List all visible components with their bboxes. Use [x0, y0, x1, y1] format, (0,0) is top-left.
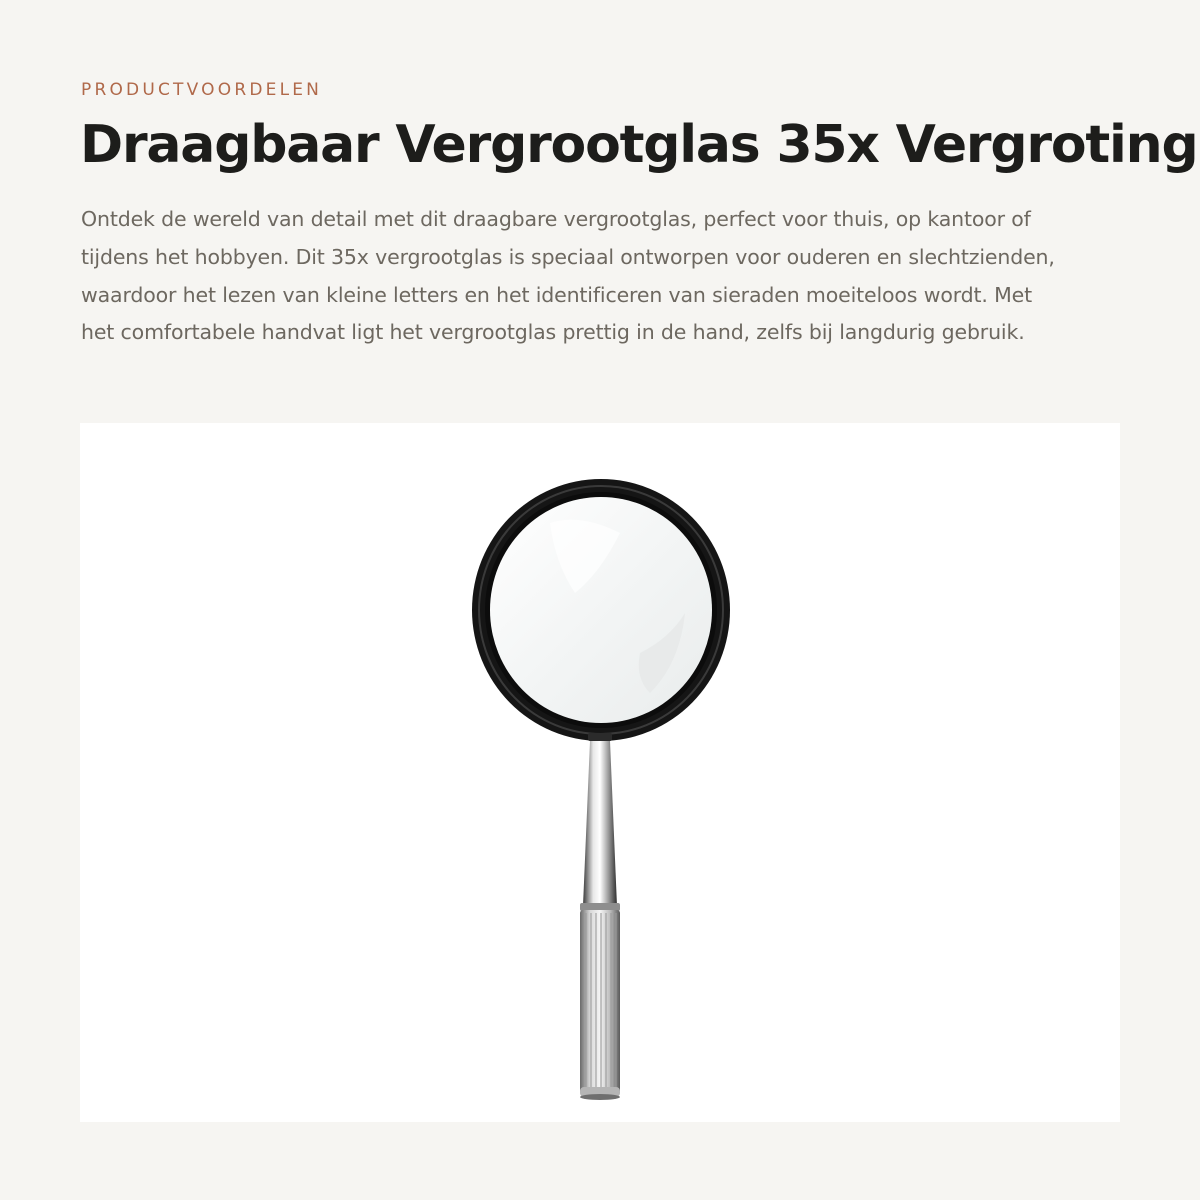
- product-description: Ontdek de wereld van detail met dit draagbare vergrootglas, perfect voor thuis, op kantoor of tijdens het hobbyen. Dit 35x vergrootglas is speciaal ontworpen voor ouderen en slechtzienden, waardoor het lezen van kleine letters en het identificeren van sieraden moeiteloos wordt. Met het comfortabele handvat ligt het vergrootglas prettig in de hand, zelfs bij langdurig gebruik.: [81, 207, 1055, 345]
- product-image: [80, 423, 1120, 1122]
- section-eyebrow: PRODUCTVOORDELEN: [81, 80, 323, 100]
- page-title: Draagbaar Vergrootglas 35x Vergroting: [80, 115, 1198, 175]
- magnifying-glass-icon: [80, 423, 1120, 1122]
